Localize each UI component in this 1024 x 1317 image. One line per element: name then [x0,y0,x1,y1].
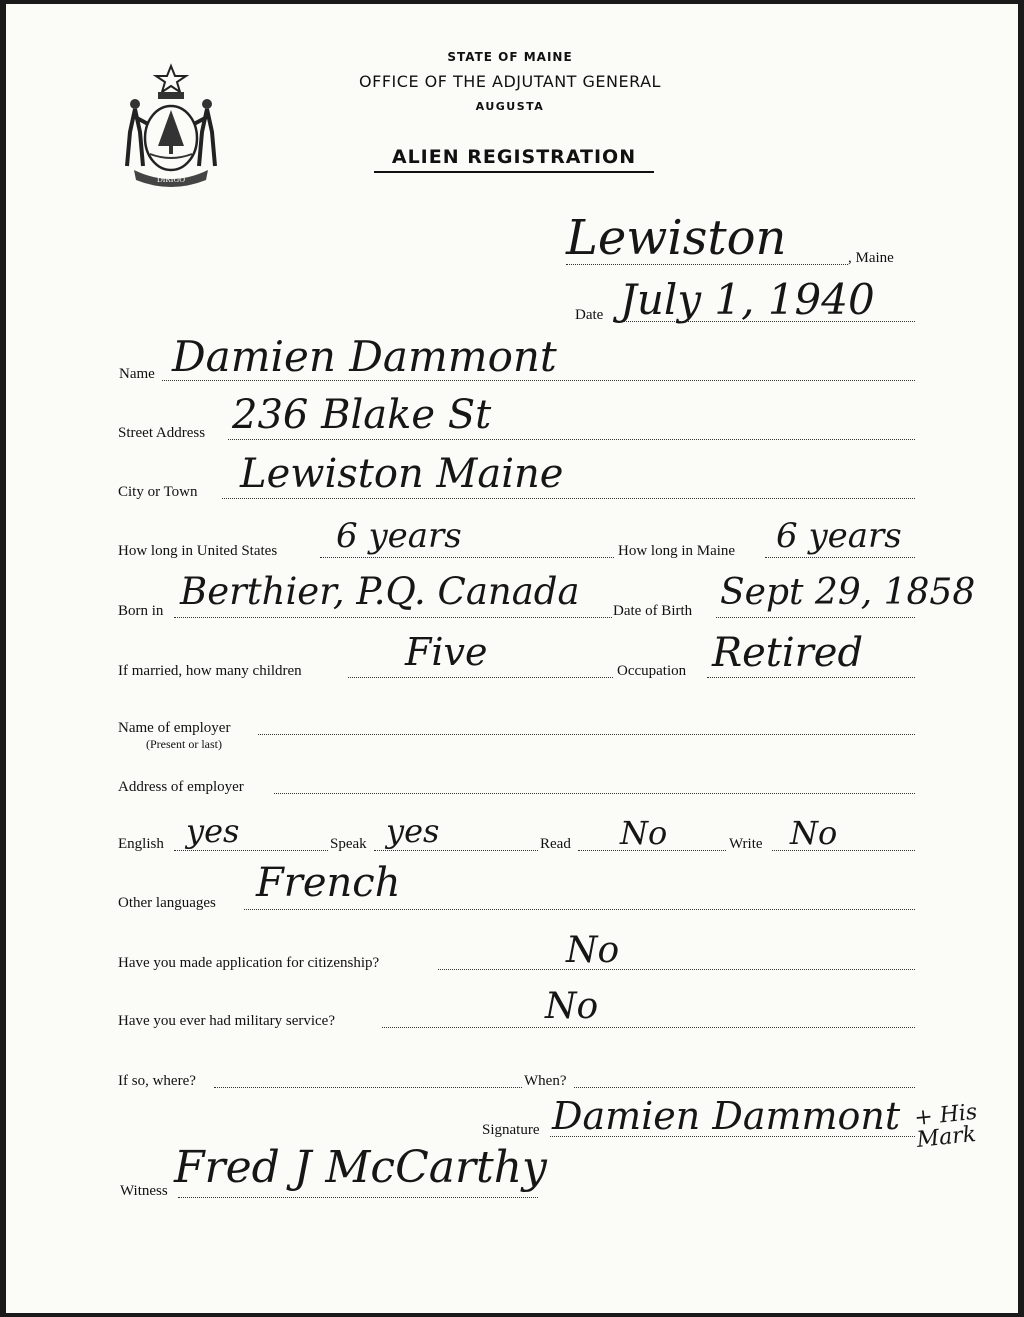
employer-address-label: Address of employer [118,779,244,795]
employer-label: Name of employer [118,720,231,736]
english-label: English [118,836,164,852]
children-label: If married, how many children [118,663,302,679]
header-state: STATE OF MAINE [447,50,573,64]
where-line[interactable] [214,1087,522,1088]
years-maine-value[interactable]: 6 years [776,516,902,556]
date-label: Date [575,307,604,323]
witness-value[interactable]: Fred J McCarthy [174,1142,547,1193]
street-label: Street Address [118,425,206,441]
read-label: Read [540,836,571,852]
witness-line [178,1197,538,1198]
seal-motto: DIRIGO [157,175,185,184]
where-label: If so, where? [118,1073,196,1089]
city-value[interactable]: Lewiston Maine [240,451,564,497]
born-label: Born in [118,603,164,619]
name-value[interactable]: Damien Dammont [172,332,557,381]
other-languages-label: Other languages [118,895,216,911]
street-value[interactable]: 236 Blake St [232,392,492,438]
english-line [174,850,328,851]
street-line [228,439,915,440]
employer-sublabel: (Present or last) [146,737,222,751]
years-us-line [320,557,614,558]
city-line [222,498,915,499]
military-label: Have you ever had military service? [118,1013,335,1029]
occupation-line [707,677,915,678]
place-suffix-label: , Maine [848,250,894,266]
occupation-label: Occupation [617,663,687,679]
military-value[interactable]: No [545,986,599,1027]
speak-value[interactable]: yes [386,812,440,850]
years-us-label: How long in United States [118,543,278,559]
occupation-value[interactable]: Retired [712,630,864,676]
born-value[interactable]: Berthier, P.Q. Canada [180,570,580,613]
signature-label: Signature [482,1122,540,1138]
header-office: OFFICE OF THE ADJUTANT GENERAL [359,72,661,91]
write-label: Write [729,836,763,852]
citizenship-label: Have you made application for citizenship? [118,955,380,971]
children-line [348,677,613,678]
english-value[interactable]: yes [186,812,240,850]
dob-value[interactable]: Sept 29, 1858 [720,572,976,613]
dob-line [716,617,915,618]
speak-line [374,850,538,851]
children-value[interactable]: Five [405,630,488,674]
citizenship-value[interactable]: No [566,930,620,971]
citizenship-line [438,969,915,970]
city-label: City or Town [118,484,198,500]
employer-address-line[interactable] [274,793,915,794]
witness-label: Witness [120,1183,168,1199]
other-languages-line [244,909,915,910]
read-value[interactable]: No [620,814,668,852]
name-label: Name [119,366,155,382]
military-line [382,1027,915,1028]
header-city: AUGUSTA [475,100,545,113]
his-mark-note: + His Mark [913,1099,979,1153]
dob-label: Date of Birth [613,603,693,619]
born-line [174,617,612,618]
form-title: ALIEN REGISTRATION [374,146,654,173]
signature-value[interactable]: Damien Dammont [552,1094,901,1138]
place-value[interactable]: Lewiston [566,210,787,266]
other-languages-value[interactable]: French [256,860,401,906]
employer-line[interactable] [258,734,915,735]
speak-label: Speak [330,836,367,852]
years-maine-line [765,557,915,558]
years-us-value[interactable]: 6 years [336,516,462,556]
when-line[interactable] [574,1087,915,1088]
write-value[interactable]: No [790,814,838,852]
when-label: When? [524,1073,567,1089]
years-maine-label: How long in Maine [618,543,736,559]
date-value[interactable]: July 1, 1940 [620,275,875,324]
